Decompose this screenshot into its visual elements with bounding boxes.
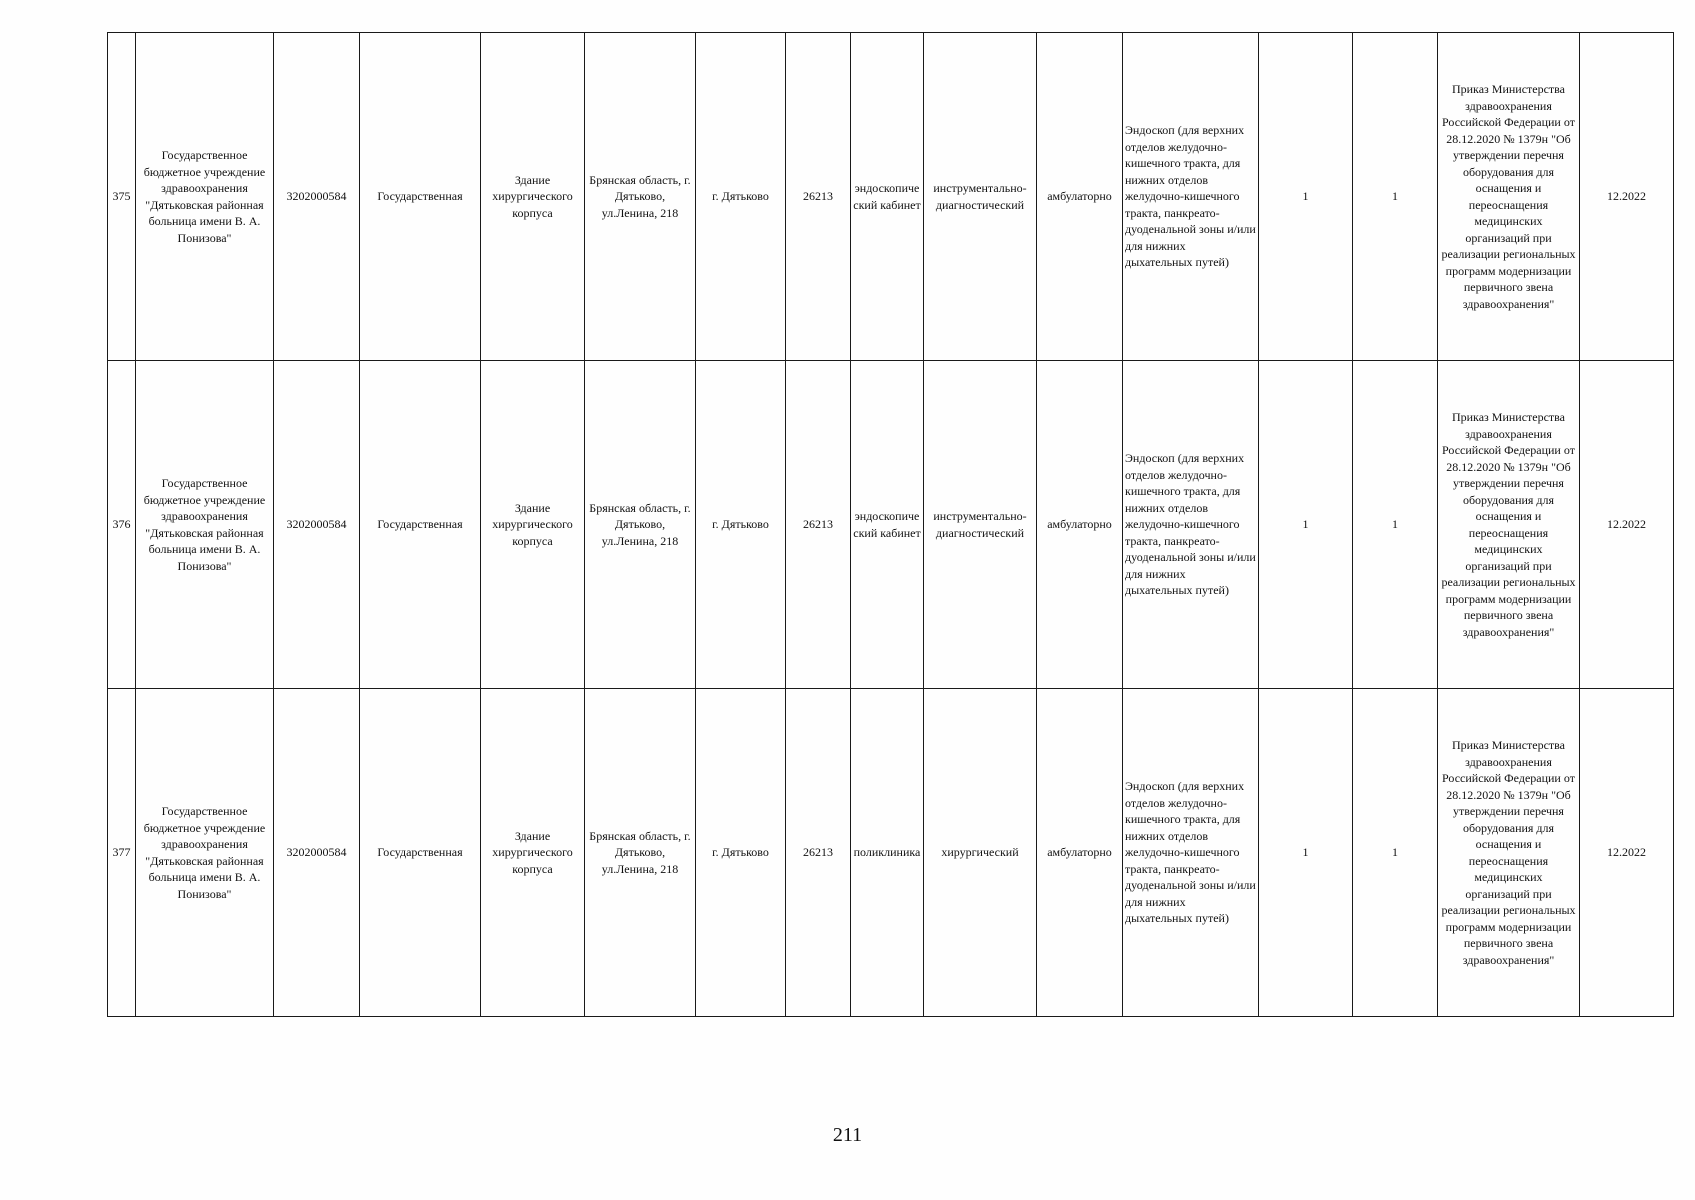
equipment-cell: Эндоскоп (для верхних отделов желудочно-кишечного тракта, для нижних отделов желудочно-кишечного тракта, панкреато-дуоденальной зоны и/или для нижних дыхательных путей) <box>1123 33 1259 361</box>
department-cell: поликлиника <box>851 689 924 1017</box>
address-cell: Брянская область, г. Дятьково, ул.Ленина, 218 <box>585 689 696 1017</box>
address-cell: Брянская область, г. Дятьково, ул.Ленина, 218 <box>585 361 696 689</box>
quantity-cell: 1 <box>1353 689 1438 1017</box>
profile-cell: хирургический <box>924 689 1037 1017</box>
order-cell: Приказ Министерства здравоохранения Российской Федерации от 28.12.2020 № 1379н "Об утверждении перечня оборудования для оснащения и переоснащения медицинских организаций при реализации региональных программ модернизации первичного звена здравоохранения" <box>1438 33 1580 361</box>
table-row <box>108 689 1674 1017</box>
equipment-cell: Эндоскоп (для верхних отделов желудочно-кишечного тракта, для нижних отделов желудочно-кишечного тракта, панкреато-дуоденальной зоны и/или для нижних дыхательных путей) <box>1123 361 1259 689</box>
quantity-cell: 1 <box>1353 33 1438 361</box>
row-number-cell: 376 <box>108 361 136 689</box>
ownership-cell: Государственная <box>360 689 481 1017</box>
inn-cell: 3202000584 <box>274 689 360 1017</box>
locality-cell: г. Дятьково <box>696 33 786 361</box>
quantity-cell: 1 <box>1353 361 1438 689</box>
order-cell: Приказ Министерства здравоохранения Российской Федерации от 28.12.2020 № 1379н "Об утверждении перечня оборудования для оснащения и переоснащения медицинских организаций при реализации региональных программ модернизации первичного звена здравоохранения" <box>1438 689 1580 1017</box>
table-body <box>108 33 1674 1017</box>
department-cell: эндоскопический кабинет <box>851 33 924 361</box>
table-row <box>108 33 1674 361</box>
equipment-register-table <box>107 32 1674 1017</box>
date-cell: 12.2022 <box>1580 33 1674 361</box>
conditions-cell: амбулаторно <box>1037 689 1123 1017</box>
table-row <box>108 361 1674 689</box>
page-number: 211 <box>832 1124 863 1146</box>
profile-cell: инструментально-диагностический <box>924 33 1037 361</box>
ownership-cell: Государственная <box>360 33 481 361</box>
building-cell: Здание хирургического корпуса <box>481 33 585 361</box>
inn-cell: 3202000584 <box>274 33 360 361</box>
address-cell: Брянская область, г. Дятьково, ул.Ленина, 218 <box>585 33 696 361</box>
row-number-cell: 377 <box>108 689 136 1017</box>
ownership-cell: Государственная <box>360 361 481 689</box>
date-cell: 12.2022 <box>1580 689 1674 1017</box>
oktmo-cell: 26213 <box>786 33 851 361</box>
organization-cell: Государственное бюджетное учреждение здравоохранения "Дятьковская районная больница имени В. А. Понизова" <box>136 689 274 1017</box>
oktmo-cell: 26213 <box>786 361 851 689</box>
conditions-cell: амбулаторно <box>1037 33 1123 361</box>
quantity-cell: 1 <box>1259 689 1353 1017</box>
locality-cell: г. Дятьково <box>696 361 786 689</box>
building-cell: Здание хирургического корпуса <box>481 689 585 1017</box>
inn-cell: 3202000584 <box>274 361 360 689</box>
department-cell: эндоскопический кабинет <box>851 361 924 689</box>
building-cell: Здание хирургического корпуса <box>481 361 585 689</box>
conditions-cell: амбулаторно <box>1037 361 1123 689</box>
row-number-cell: 375 <box>108 33 136 361</box>
equipment-cell: Эндоскоп (для верхних отделов желудочно-кишечного тракта, для нижних отделов желудочно-кишечного тракта, панкреато-дуоденальной зоны и/или для нижних дыхательных путей) <box>1123 689 1259 1017</box>
quantity-cell: 1 <box>1259 361 1353 689</box>
organization-cell: Государственное бюджетное учреждение здравоохранения "Дятьковская районная больница имени В. А. Понизова" <box>136 33 274 361</box>
locality-cell: г. Дятьково <box>696 689 786 1017</box>
profile-cell: инструментально-диагностический <box>924 361 1037 689</box>
quantity-cell: 1 <box>1259 33 1353 361</box>
order-cell: Приказ Министерства здравоохранения Российской Федерации от 28.12.2020 № 1379н "Об утверждении перечня оборудования для оснащения и переоснащения медицинских организаций при реализации региональных программ модернизации первичного звена здравоохранения" <box>1438 361 1580 689</box>
date-cell: 12.2022 <box>1580 361 1674 689</box>
organization-cell: Государственное бюджетное учреждение здравоохранения "Дятьковская районная больница имени В. А. Понизова" <box>136 361 274 689</box>
oktmo-cell: 26213 <box>786 689 851 1017</box>
